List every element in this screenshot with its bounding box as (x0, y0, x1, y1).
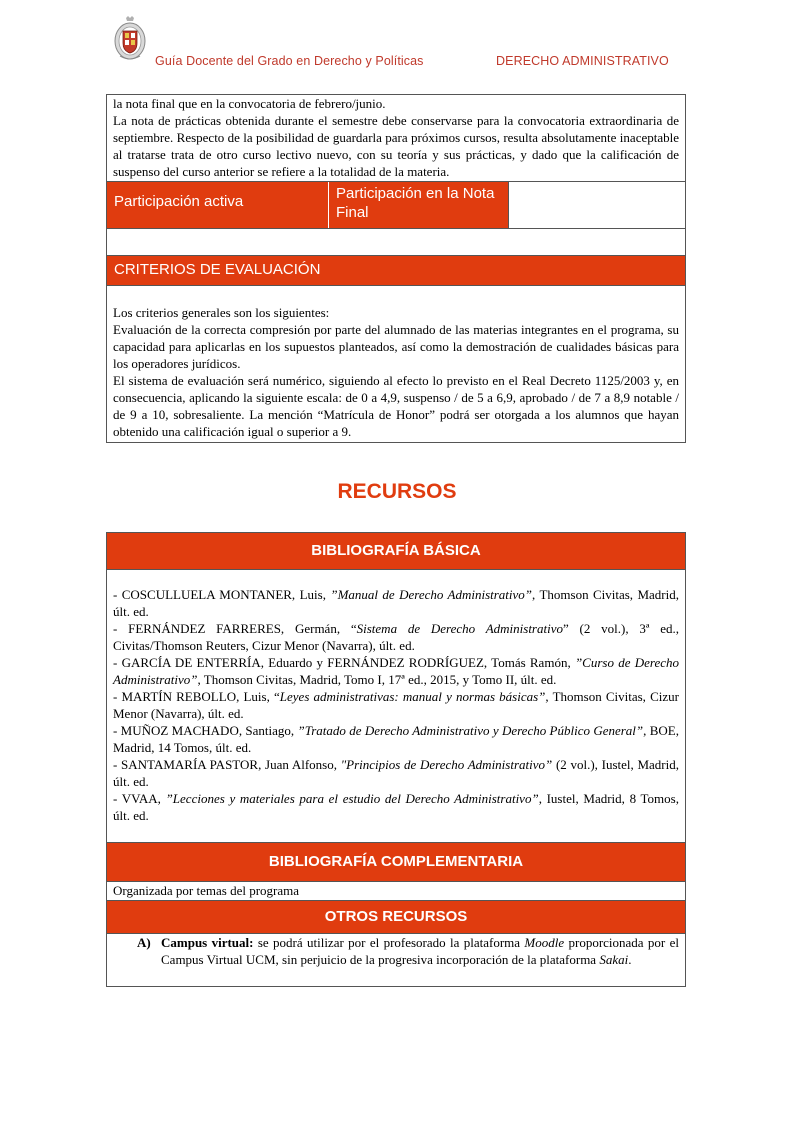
other-resources-heading: OTROS RECURSOS (107, 901, 685, 934)
evaluation-box (106, 94, 686, 443)
bibliography-item: - GARCÍA DE ENTERRÍA, Eduardo y FERNÁNDEZ RODRÍGUEZ, Tomás Ramón, ”Curso de Derecho Administrativo”, Thomson Civitas, Madrid, Tomo I, 17ª ed., 2015, y Tomo II, últ. ed. (113, 655, 679, 687)
header-course-guide: Guía Docente del Grado en Derecho y Políticas (155, 54, 424, 68)
university-seal-icon (112, 16, 148, 62)
basic-bibliography-heading: BIBLIOGRAFÍA BÁSICA (107, 533, 685, 570)
evaluation-paragraph: La nota de prácticas obtenida durante el semestre debe conservarse para la convocatoria extraordinaria de septiembre. Respecto de la posibilidad de guardarla para próximos cursos, resulta absolutamente inaceptable al tratarse trata de otro curso lectivo nuevo, con su teoría y sus prácticas, y dado que la calificación de suspenso del curso anterior se refiere a la totalidad de la materia. (113, 113, 679, 179)
bibliography-item: - FERNÁNDEZ FARRERES, Germán, “Sistema de Derecho Administrativo” (2 vol.), 3ª ed., Civitas/Thomson Reuters, Cizur Menor (Navarra), últ. ed. (113, 621, 679, 653)
resources-box (106, 532, 686, 987)
evaluation-text (107, 95, 685, 181)
resources-title: RECURSOS (337, 480, 457, 503)
complementary-bibliography-heading: BIBLIOGRAFÍA COMPLEMENTARIA (107, 842, 685, 882)
bibliography-item: - MARTÍN REBOLLO, Luis, “Leyes administrativas: manual y normas básicas”, Thomson Civitas, Cizur Menor (Navarra), últ. ed. (113, 689, 679, 721)
criteria-body (107, 286, 685, 442)
blank-row (107, 229, 685, 256)
criteria-heading: CRITERIOS DE EVALUACIÓN (107, 256, 685, 286)
header-subject: DERECHO ADMINISTRATIVO (496, 54, 669, 68)
campus-virtual-text: Campus virtual: se podrá utilizar por el profesorado la plataforma Moodle proporcionada por el Campus Virtual UCM, sin perjuicio de la progresiva incorporación de la plataforma Sakai. (161, 935, 679, 967)
bibliography-item: - SANTAMARÍA PASTOR, Juan Alfonso, "Principios de Derecho Administrativo” (2 vol.), Iustel, Madrid, últ. ed. (113, 757, 679, 789)
participation-row (107, 181, 685, 229)
bibliography-item: - VVAA, ”Lecciones y materiales para el estudio del Derecho Administrativo”, Iustel, Madrid, 8 Tomos, últ. ed. (113, 791, 679, 823)
basic-bibliography-list (107, 570, 685, 842)
list-marker: A) (137, 935, 151, 950)
criteria-grading-scale: El sistema de evaluación será numérico, siguiendo al efecto lo previsto en el Real Decreto 1125/2003 y, en consecuencia, aplicando la siguiente escala: de 0 a 4,9, suspenso / de 5 a 6,9, aprobado / de 7 a 8,9 notable / de 9 a 10, sobresaliente. La mención “Matrícula de Honor” podrá ser otorgada a los alumnos que hayan obtenido una calificación igual o superior a 9. (113, 373, 679, 439)
page-header (0, 10, 794, 70)
criteria-comprehension: Evaluación de la correcta compresión por parte del alumnado de las materias integrantes en el programa, su capacidad para aplicarlas en los supuestos planteados, así como la demostración de cualidades básicas para los operadores jurídicos. (113, 322, 679, 371)
campus-virtual-item (107, 934, 685, 986)
participation-final-grade-label: Participación en la Nota Final (329, 182, 509, 228)
bibliography-item: - MUÑOZ MACHADO, Santiago, ”Tratado de Derecho Administrativo y Derecho Público General”, BOE, Madrid, 14 Tomos, últ. ed. (113, 723, 679, 755)
complementary-bibliography-text: Organizada por temas del programa (107, 882, 685, 901)
criteria-intro: Los criterios generales son los siguientes: (113, 305, 330, 320)
evaluation-line-1: la nota final que en la convocatoria de febrero/junio. (113, 96, 386, 111)
participation-value (509, 182, 685, 228)
participation-active-label: Participación activa (107, 182, 329, 228)
bibliography-item: - COSCULLUELA MONTANER, Luis, ”Manual de Derecho Administrativo”, Thomson Civitas, Madrid, últ. ed. (113, 587, 679, 619)
